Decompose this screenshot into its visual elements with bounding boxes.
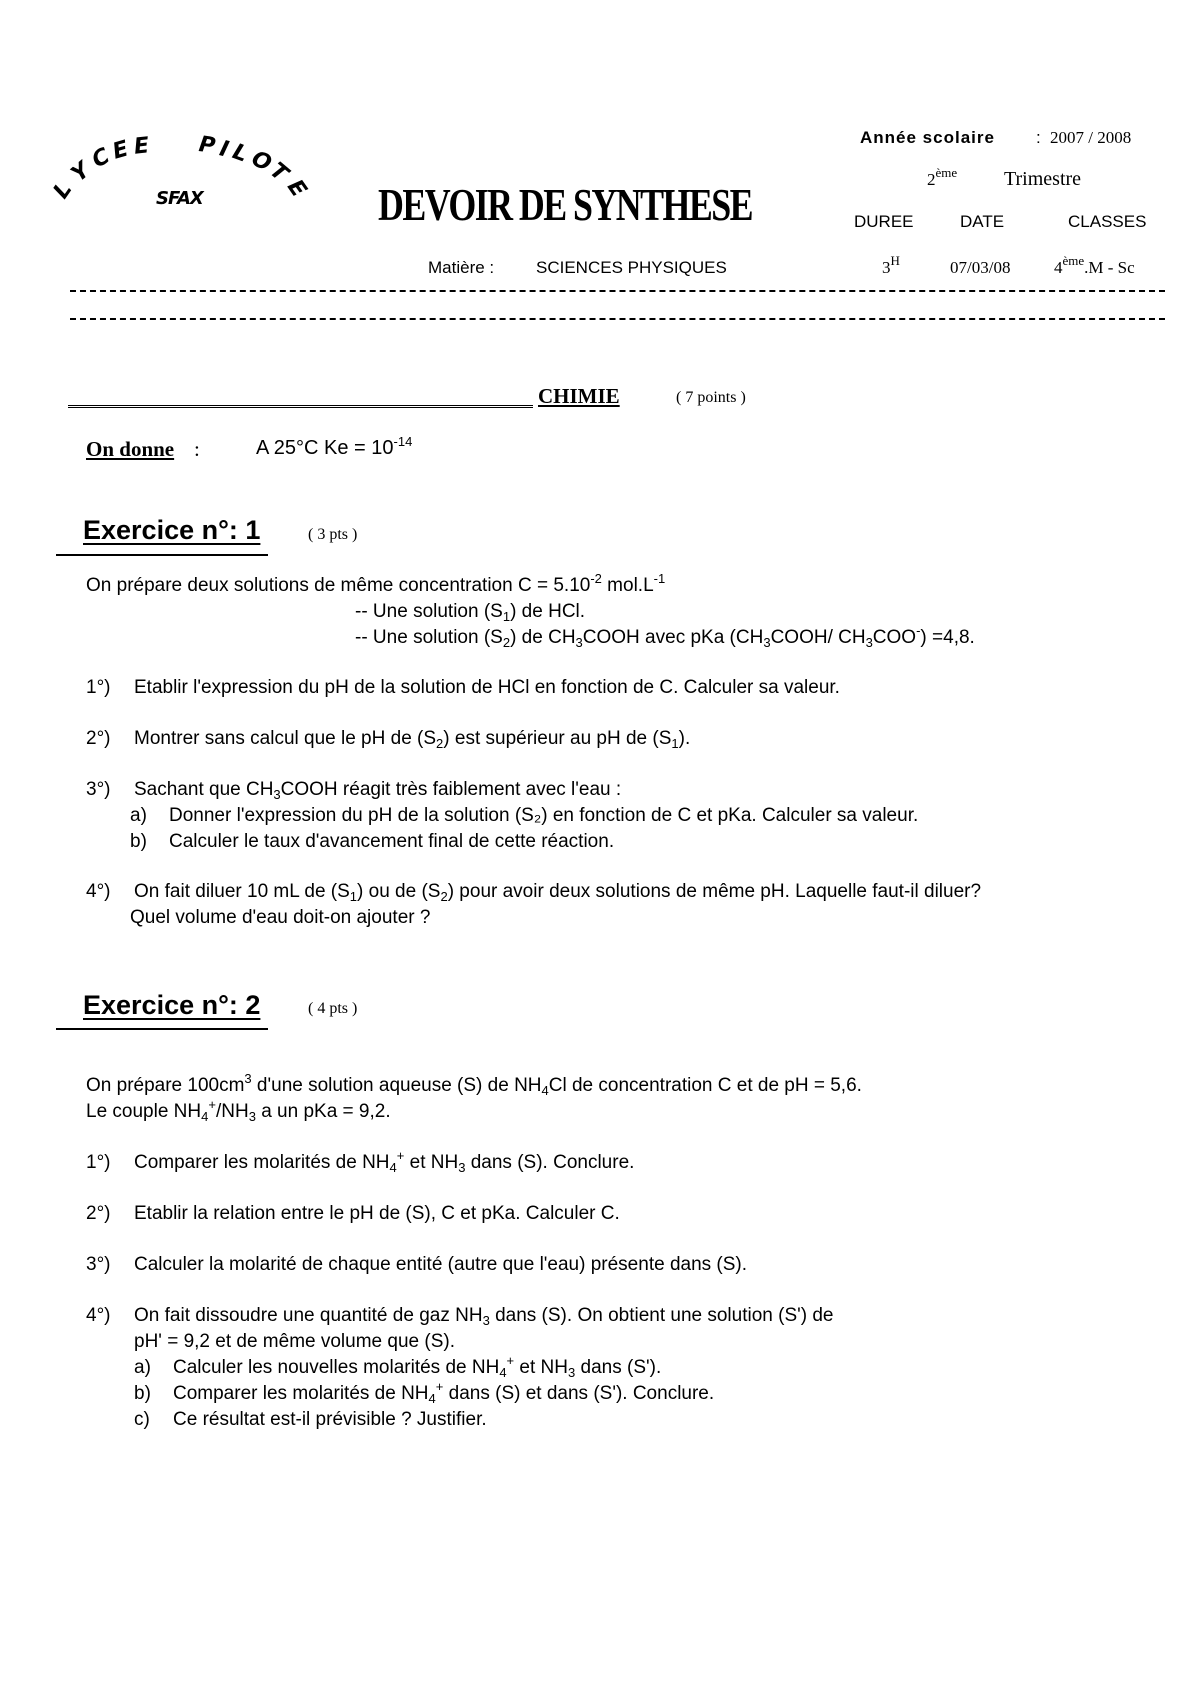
trimestre-label: Trimestre (1004, 168, 1082, 190)
logo-city: SFAX (156, 188, 203, 209)
dashed-divider (70, 318, 1165, 320)
annee-value: 2007 / 2008 (1050, 128, 1132, 147)
ex2-q4c-label: c) (134, 1409, 150, 1430)
ex2-intro: On prépare $100cm^3$ d'une solution aqueuse (S) de $NH_4Cl$ de concentration C et de pH = 5,6. (86, 1071, 862, 1098)
ex1-q3: Sachant que $CH_3COOH$ réagit très faiblement avec l'eau : (134, 779, 622, 802)
logo-letter: E (109, 136, 132, 165)
ex2-q4-number: 4°) (86, 1305, 111, 1326)
exercise-2-title: Exercice n°: 2 (83, 990, 261, 1020)
classe-value: 4ème.M - Sc (1054, 253, 1135, 277)
ex1-q1: Etablir l'expression du pH de la solution de HCl en fonction de C. Calculer sa valeur. (134, 677, 840, 698)
date-value: 07/03/08 (950, 258, 1011, 277)
ex1-solution-1: -- Une solution $(S_1)$ de HCl. (355, 601, 586, 624)
ex2-q1: Comparer les molarités de $NH_4^+$ et $NH_3$ dans (S). Conclure. (134, 1148, 635, 1175)
ex1-q4-line2: Quel volume d'eau doit-on ajouter ? (130, 907, 431, 928)
duree-value: $3^H$ (882, 253, 900, 277)
logo-letter: Y (66, 157, 96, 188)
ex2-q4c: Ce résultat est-il prévisible ? Justifier. (173, 1409, 487, 1430)
ex1-q3b: Calculer le taux d'avancement final de cette réaction. (169, 831, 615, 852)
ex1-q4: On fait diluer 10 mL de $(S_1)$ ou de $(S_2)$ pour avoir deux solutions de même pH. Laquelle faut-il diluer? (134, 881, 982, 904)
col-classes: CLASSES (1068, 212, 1147, 231)
col-duree: DUREE (854, 212, 914, 231)
ex1-solution-2: -- Une solution $(S_2)$ de $CH_3COOH$ avec pKa ($CH_3COOH/$ $CH_3COO^-) =4,8$. (355, 623, 975, 650)
section-title: CHIMIE (538, 384, 620, 408)
page-title: DEVOIR DE SYNTHESE (378, 179, 752, 230)
logo-letter: C (88, 143, 115, 174)
ex2-q1-number: 1°) (86, 1152, 111, 1173)
logo-letter: L (229, 139, 251, 168)
ex2-q3: Calculer la molarité de chaque entité (autre que l'eau) présente dans (S). (134, 1254, 748, 1275)
ex2-q3-number: 3°) (86, 1254, 111, 1275)
annee-label: Année scolaire (860, 128, 995, 147)
ex1-q2: Montrer sans calcul que le pH de $(S_2)$ est supérieur au pH de $(S_1)$. (134, 728, 691, 751)
logo-letter: E (132, 133, 151, 160)
ex1-intro: On prépare deux solutions de même concentration $C = 5.10^{-2}$ $mol.L^{-1}$ (86, 571, 666, 596)
ex1-q3-number: 3°) (86, 779, 111, 800)
trimestre-number: 2ème (927, 165, 958, 189)
ex2-q4-line2: pH' = 9,2 et de même volume que (S). (134, 1331, 455, 1352)
logo-letter: O (247, 146, 276, 177)
exercise-underline (56, 554, 268, 556)
logo-letter: E (281, 175, 312, 202)
matiere-value: SCIENCES PHYSIQUES (536, 258, 727, 277)
logo-letter: L (48, 177, 78, 204)
matiere-label: Matière : (428, 258, 495, 277)
exercise-1-title: Exercice n°: 1 (83, 515, 261, 545)
ex2-intro-2: Le couple $NH_4^+/NH_3$ a un pKa = 9,2. (86, 1097, 391, 1124)
ex1-q3a-label: a) (130, 805, 147, 826)
exercise-1-points: ( 3 pts ) (308, 526, 358, 543)
ex2-q4a: Calculer les nouvelles molarités de $NH_4^+$ et $NH_3$ dans (S'). (173, 1353, 662, 1380)
ex1-q3a: Donner l'expression du pH de la solution (S₂) en fonction de C et pKa. Calculer sa valeur. (169, 805, 919, 826)
logo-letter: P (197, 131, 217, 160)
col-date: DATE (960, 212, 1005, 231)
ex1-q4-number: 4°) (86, 881, 111, 902)
on-donne-value: A 25°C $Ke = 10^{-14}$ (256, 434, 413, 459)
section-rule (68, 405, 533, 408)
on-donne-label: On donne (86, 437, 175, 461)
ex2-q2: Etablir la relation entre le pH de (S), C et pKa. Calculer C. (134, 1203, 620, 1224)
ex1-q1-number: 1°) (86, 677, 111, 698)
exercise-2-points: ( 4 pts ) (308, 1000, 358, 1017)
section-points: ( 7 points ) (676, 389, 746, 406)
dashed-divider (70, 290, 1165, 292)
ex2-q2-number: 2°) (86, 1203, 111, 1224)
ex1-q3b-label: b) (130, 831, 147, 852)
ex2-q4b: Comparer les molarités de $NH_4^+$ dans (S) et dans (S'). Conclure. (173, 1379, 715, 1406)
ex2-q4a-label: a) (134, 1357, 151, 1378)
ex2-q4b-label: b) (134, 1383, 151, 1404)
ex1-q2-number: 2°) (86, 728, 111, 749)
ex2-q4: On fait dissoudre une quantité de gaz $NH_3$ dans (S). On obtient une solution (S') de (134, 1305, 834, 1328)
logo-letter: T (264, 158, 293, 187)
logo-letter: I (217, 136, 232, 163)
exercise-underline (56, 1028, 268, 1030)
